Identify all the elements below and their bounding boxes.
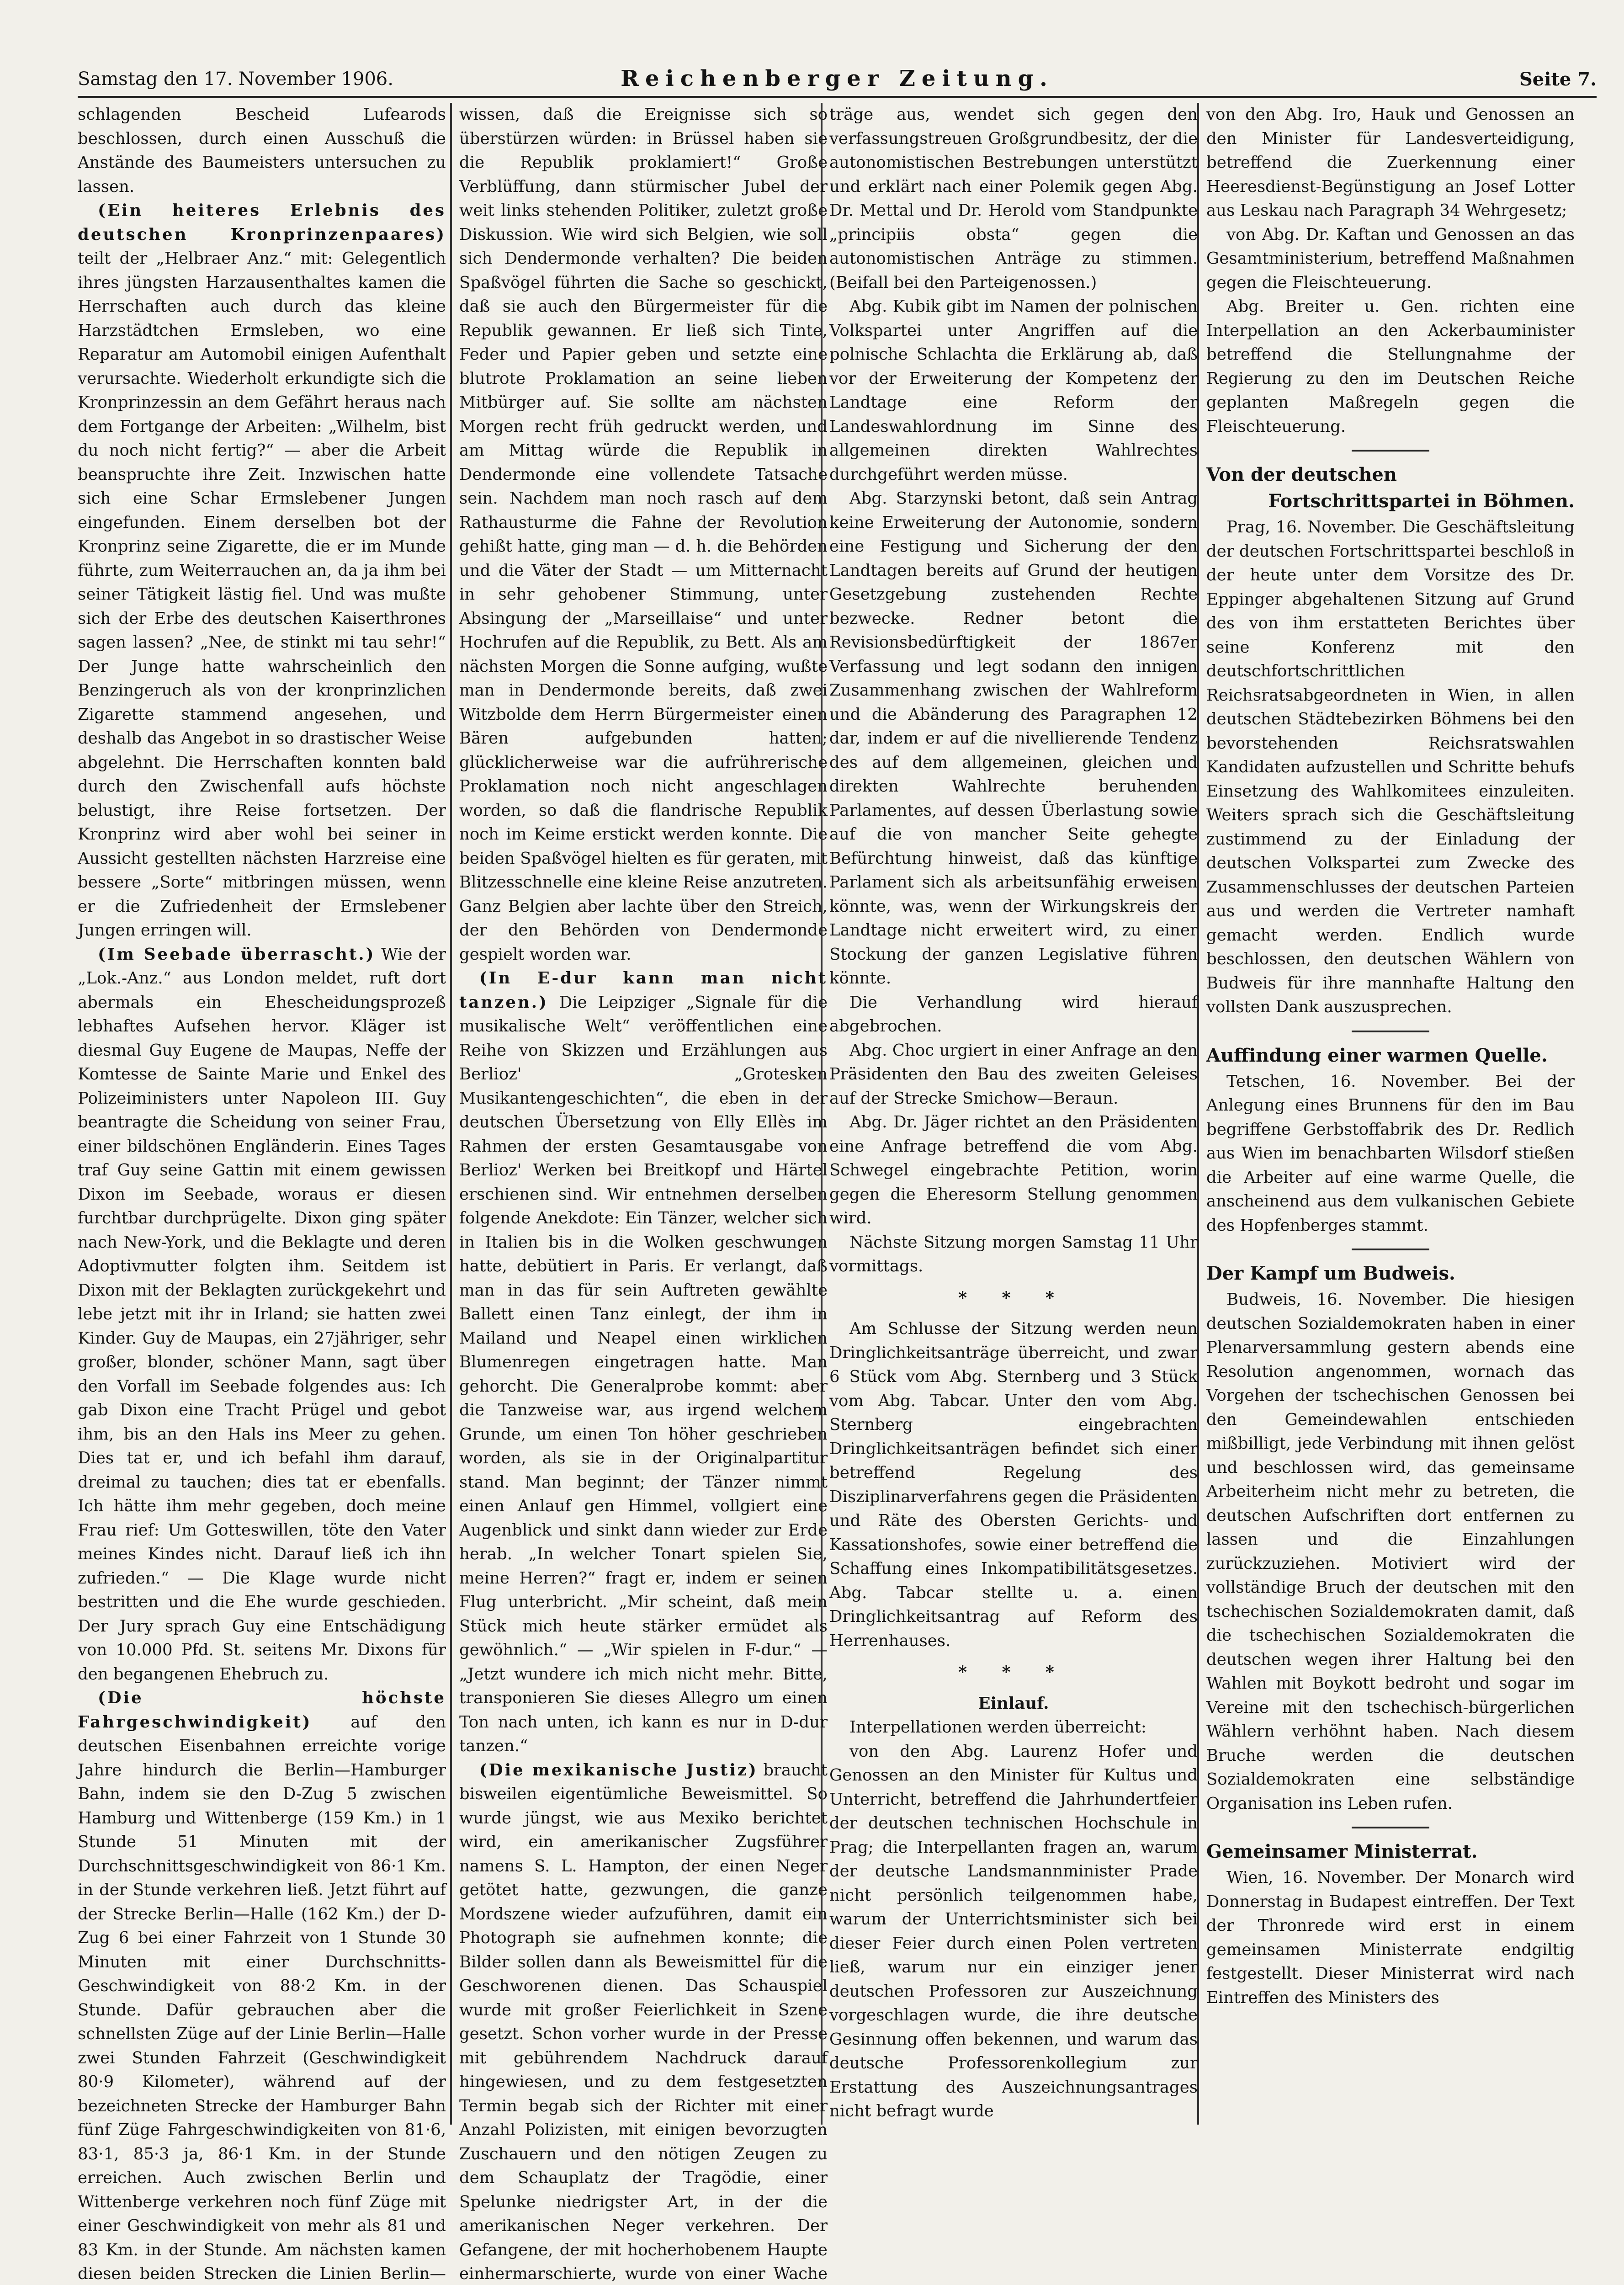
page-number: Seite 7. — [1519, 69, 1597, 90]
article-paragraph: Interpellationen werden überreicht: — [829, 1716, 1198, 1740]
column-4 — [1206, 103, 1575, 2125]
article-paragraph: schlagenden Bescheid Lufearods beschlossen, durch einen Ausschuß die Anstände des Baumeisters untersuchen zu lassen. — [78, 103, 446, 199]
headline: Der Kampf um Budweis. — [1206, 1261, 1575, 1286]
article-paragraph: von den Abg. Iro, Hauk und Genossen an den Minister für Landesverteidigung, betreffend die Zuerkennung einer Heeresdienst-Begünstigung an Josef Lotter aus Leskau nach Paragraph 34 Wehrgesetz; — [1206, 103, 1575, 223]
article-paragraph: Abg. Dr. Jäger richtet an den Präsidenten eine Anfrage betreffend die vom Abg. Schwegel eingebrachte Petition, worin gegen die Eheresorm Stellung genommen wird. — [829, 1111, 1198, 1231]
article-paragraph — [78, 1686, 446, 2285]
headline: Von der deutschen — [1206, 462, 1575, 487]
article-text: teilt der „Helbraer Anz.“ mit: Gelegentlich ihres jüngsten Harzausenthaltes kamen die Herrschaften auch durch das kleine Harzstädtchen Ermsleben, wo eine Reparatur am Automobil einigen Aufenthalt verursachte. Wiederholt erkundigte sich die Kronprinzessin an dem Gefährt heraus nach dem Fortgange der Arbeiten: „Wilhelm, bist du noch nicht fertig?“ — aber die Arbeit beanspruchte ihre Zeit. Inzwischen hatte sich eine Schar Ermslebener Jungen eingefunden. Einem derselben bot der Kronprinz seine Zigarette, die er im Munde führte, zum Weiterrauchen an, da ja ihm bei seiner Tätigkeit lästig fiel. Und was mußte sich der Erbe des deutschen Kaiserthrones sagen lassen? „Nee, de stinkt mi tau sehr!“ Der Junge hatte wahrscheinlich den Benzingeruch als von der kronprinzlichen Zigarette stammend angesehen, und deshalb das Angebot in so drastischer Weise abgelehnt. Die Herrschaften konnten bald durch den Zwischenfall aufs höchste belustigt, ihre Reise fortsetzen. Der Kronprinz wird aber wohl bei seiner in Aussicht gestellten nächsten Harzreise eine bessere „Sorte“ mitbringen müssen, wenn er die Zufriedenheit der Ermslebener Jungen erringen will. — [78, 249, 446, 940]
headline: Gemeinsamer Ministerrat. — [1206, 1839, 1575, 1864]
page-header — [78, 69, 1597, 98]
article-text: Wie der „Lok.-Anz.“ aus London meldet, ruft dort abermals ein Ehescheidungsprozeß lebhaftes Aufsehen hervor. Kläger ist diesmal Guy Eugene de Maupas, Neffe der Komtesse de Sainte Marie und Enkel des Polizeiministers unter Napoleon III. Guy beantragte die Scheidung von seiner Frau, einer bildschönen Engländerin. Eines Tages traf Guy seine Gattin mit einem gewissen Dixon im Seebade, woraus er diesen furchtbar durchprügelte. Dixon ging später nach New-York, und die Beklagte und deren Adoptivmutter folgten ihm. Seitdem ist Dixon mit der Beklagten zurückgekehrt und lebe jetzt mit ihr in Irland; sie hatten zwei Kinder. Guy de Maupas, ein 27jähriger, sehr großer, blonder, schöner Mann, sagt über den Vorfall im Seebade folgendes aus: Ich gab Dixon eine Tracht Prügel und gebot ihm, bis an den Hals ins Meer zu gehen. Dies tat er, und ich befahl ihm darauf, dreimal zu tauchen; dies tat er ebenfalls. Ich hätte ihm mehr gegeben, doch meine Frau rief: Um Gotteswillen, töte den Vater meines Kindes nicht. Darauf ließ ich ihn zufrieden.“ — Die Klage wurde nicht bestritten und die Ehe wurde geschieden. Der Jury sprach Guy eine Entschädigung von 10.000 Pfd. St. seitens Mr. Dixons für den begangenen Ehebruch zu. — [78, 945, 446, 1684]
article-title: (Die mexikanische Justiz) — [479, 1761, 758, 1780]
headline: Fortschrittspartei in Böhmen. — [1206, 489, 1575, 514]
article-paragraph: Wien, 16. November. Der Monarch wird Donnerstag in Budapest eintreffen. Der Text der Thronrede wird erst in einem gemeinsamen Ministerrate endgiltig festgestellt. Dieser Ministerrat wird nach Eintreffen des Ministers des — [1206, 1866, 1575, 2010]
section-divider — [1352, 1249, 1429, 1250]
article-paragraph: Abg. Choc urgiert in einer Anfrage an den Präsidenten den Bau des zweiten Geleises auf der Strecke Smichow—Beraun. — [829, 1039, 1198, 1111]
section-divider — [1352, 1031, 1429, 1032]
article-paragraph: Abg. Starzynski betont, daß sein Antrag keine Erweiterung der Autonomie, sondern eine Festigung und Sicherung der den Landtagen bereits auf Grund der heutigen Gesetzgebung zustehenden Rechte bezwecke. Redner betont die Revisionsbedürftigkeit der 1867er Verfassung und legt sodann den innigen Zusammenhang zwischen der Wahlreform und die Abänderung des Paragraphen 12 dar, indem er auf die nivellierende Tendenz des auf dem allgemeinen, gleichen und direkten Wahlrechte beruhenden Parlamentes, auf dessen Überlastung sowie auf die von mancher Seite gehegte Befürchtung hinweist, daß das künftige Parlament sich als arbeitsunfähig erweisen könnte, was, wenn der Wirkungskreis der Landtage nicht erweitert wird, zu einer Stockung der ganzen Legislative führen könnte. — [829, 487, 1198, 991]
article-paragraph: träge aus, wendet sich gegen den verfassungstreuen Großgrundbesitz, der die autonomistischen Bestrebungen unterstützt und erklärt nach einer Polemik gegen Abg. Dr. Mettal und Dr. Herold vom Standpunkte „principiis obsta“ gegen die autonomistischen Anträge zu stimmen. (Beifall bei den Parteigenossen.) — [829, 103, 1198, 295]
article-paragraph: Am Schlusse der Sitzung werden neun Dringlichkeitsanträge überreicht, und zwar 6 Stück vom Abg. Sternberg und 3 Stück vom Abg. Tabcar. Unter den vom Abg. Sternberg eingebrachten Dringlichkeitsanträgen befindet sich einer betreffend Regelung des Disziplinarverfahrens gegen die Präsidenten und Räte des Obersten Gerichts- und Kassationshofes, sowie einer betreffend die Schaffung eines Inkompatibilitätsgesetzes. Abg. Tabcar stellte u. a. einen Dringlichkeitsantrag auf Reform des Herrenhauses. — [829, 1317, 1198, 1653]
column-2 — [459, 103, 828, 2125]
column-1 — [78, 103, 446, 2125]
subsection-title: Einlauf. — [829, 1692, 1198, 1716]
article-title: (Ein heiteres Erlebnis des deutschen Kronprinzenpaares) — [78, 201, 446, 244]
article-paragraph — [78, 199, 446, 943]
article-paragraph: Tetschen, 16. November. Bei der Anlegung eines Brunnens für den im Bau begriffene Gerbstoffabrik des Dr. Redlich aus Wien im benachbarten Wilsdorf stießen die Arbeiter auf eine warme Quelle, die anscheinend aus dem vulkanischen Gebiete des Hopfenberges stammt. — [1206, 1070, 1575, 1238]
article-paragraph — [78, 943, 446, 1687]
section-stars: * * * — [829, 1286, 1198, 1310]
article-paragraph: wissen, daß die Ereignisse sich so überstürzen würden: in Brüssel haben sie die Republik proklamiert!“ Große Verblüffung, dann stürmischer Jubel der weit links stehenden Politiker, zuletzt große Diskussion. Wie wird sich Belgien, wie soll sich Dendermonde verhalten? Die beiden Spaßvögel führten die Sache so geschickt, daß sie auch den Bürgermeister für die Republik gewannen. Er ließ sich Tinte, Feder und Papier geben und setzte eine blutrote Proklamation an seine lieben Mitbürger auf. Sie sollte am nächsten Morgen recht früh gedruckt werden, und am Mittag würde die Republik in Dendermonde eine vollendete Tatsache sein. Nachdem man noch rasch auf dem Rathausturme die Fahne der Revolution gehißt hatte, ging man — d. h. die Behörden und die Väter der Stadt — um Mitternacht in sehr gehobener Stimmung, unter Absingung der „Marseillaise“ und unter Hochrufen auf die Republik, zu Bett. Als am nächsten Morgen die Sonne aufging, wußte man in Dendermonde bereits, daß zwei Witzbolde dem Herrn Bürgermeister einen Bären aufgebunden hatten; glücklicherweise war die aufrührerische Proklamation noch nicht angeschlagen worden, so daß die flandrische Republik noch im Keime erstickt werden konnte. Die beiden Spaßvögel hielten es für geraten, mit Blitzesschnelle eine kleine Reise anzutreten. Ganz Belgien aber lachte über den Streich, der den Behörden von Dendermonde gespielt worden war. — [459, 103, 828, 967]
article-text: auf den deutschen Eisenbahnen erreichte vorige Jahre hindurch die Berlin—Hamburger Bahn, indem sie den D-Zug 5 zwischen Hamburg und Wittenberge (159 Km.) in 1 Stunde 51 Minuten mit der Durchschnittsgeschwindigkeit von 86·1 Km. in der Stunde verkehren ließ. Jetzt führt auf der Strecke Berlin—Halle (162 Km.) der D-Zug 6 bei einer Fahrzeit von 1 Stunde 30 Minuten mit einer Durchschnitts-Geschwindigkeit von 88·2 Km. in der Stunde. Dafür gebrauchen aber die schnellsten Züge auf der Linie Berlin—Halle zwei Stunden Fahrzeit (Geschwindigkeit 80·9 Kilometer), während auf der bezeichneten Strecke der Hamburger Bahn fünf Züge Fahrgeschwindigkeiten von 81·6, 83·1, 85·3 ja, 86·1 Km. in der Stunde erreichen. Auch zwischen Berlin und Wittenberge verkehren noch fünf Züge mit einer Geschwindigkeit von mehr als 81 und 83 Km. in der Stunde. Am nächsten kamen diesen beiden Strecken die Linien Berlin— — [78, 1713, 446, 2285]
article-title: (In E-dur kann man nicht tanzen.) — [459, 969, 828, 1012]
issue-date: Samstag den 17. November 1906. — [78, 69, 393, 90]
section-stars: * * * — [829, 1660, 1198, 1685]
article-title: (Im Seebade überrascht.) — [98, 945, 375, 964]
article-paragraph: Budweis, 16. November. Die hiesigen deutschen Sozialdemokraten haben in einer Plenarversammlung gestern abends eine Resolution angenommen, wornach das Vorgehen der tschechischen Genossen bei den Gemeindewahlen entschieden mißbilligt, jede Verbindung mit ihnen gelöst und beschlossen wird, das gemeinsame Arbeiterheim nicht mehr zu betreten, die deutschen Aufschriften dort entfernen zu lassen und die Einzahlungen zurückzuziehen. Motiviert wird der vollständige Bruch der deutschen mit den tschechischen Sozialdemokraten damit, daß die tschechischen Sozialdemokraten die deutschen wegen ihrer Haltung bei den Wahlen mit Boykott bedroht und sogar im Vereine mit den tschechisch-bürgerlichen Wählern verhöhnt haben. Nach diesem Bruche werden die deutschen Sozialdemokraten eine selbständige Organisation ins Leben rufen. — [1206, 1288, 1575, 1816]
article-text: Die Leipziger „Signale für die musikalische Welt“ veröffentlichen eine Reihe von Skizzen und Erzählungen aus Berlioz' „Grotesken Musikantengeschichten“, die eben in der deutschen Übersetzung von Elly Ellès im Rahmen der ersten Gesamtausgabe von Berlioz' Werken bei Breitkopf und Härtel erschienen sind. Wir entnehmen derselben folgende Anekdote: Ein Tänzer, welcher sich in Italien bis in die Wolken geschwungen hatte, debütiert in Paris. Er verlangt, daß man in das für sein Auftreten gewählte Ballett einen Tanz einlegt, der ihm in Mailand und Neapel einen wirklichen Blumenregen eingetragen hatte. Man gehorcht. Die Generalprobe kommt: aber die Tanzweise war, aus irgend welchem Grunde, um einen Ton höher geschrieben worden, als sie in der Originalpartitur stand. Man beginnt; der Tänzer nimmt einen Anlauf gen Himmel, vollgiert eine Augenblick und sinkt dann wieder zur Erde herab. „In welcher Tonart spielen Sie, meine Herren?“ fragt er, indem er seinen Flug unterbricht. „Mir scheint, daß mein Stück mich heute stärker ermüdet als gewöhnlich.“ — „Wir spielen in F-dur.“ — „Jetzt wundere ich mich nicht mehr. Bitte, transponieren Sie dieses Allegro um einen Ton nach unten, ich kann es nur in D-dur tanzen.“ — [459, 993, 828, 1756]
masthead: Reichenberger Zeitung. — [78, 66, 1597, 91]
article-paragraph: von Abg. Dr. Kaftan und Genossen an das Gesamtministerium, betreffend Maßnahmen gegen die Fleischteuerung. — [1206, 223, 1575, 295]
article-paragraph: Die Verhandlung wird hierauf abgebrochen. — [829, 991, 1198, 1039]
article-paragraph: Nächste Sitzung morgen Samstag 11 Uhr vormittags. — [829, 1231, 1198, 1279]
column-3 — [829, 103, 1198, 2125]
headline: Auffindung einer warmen Quelle. — [1206, 1043, 1575, 1068]
article-paragraph: Prag, 16. November. Die Geschäftsleitung der deutschen Fortschrittspartei beschloß in der heute unter dem Vorsitze des Dr. Eppinger abgehaltenen Sitzung auf Grund des von ihm erstatteten Berichtes über seine Konferenz mit den deutschfortschrittlichen Reichsratsabgeordneten in Wien, in allen deutschen Städtebezirken Böhmens bei den bevorstehenden Reichsratswahlen Kandidaten aufzustellen und Schritte behufs Einsetzung des Wahlkomitees einzuleiten. Weiters sprach sich die Geschäftsleitung zustimmend zu der Einladung der deutschen Volkspartei zum Zwecke des Zusammenschlusses der deutschen Parteien aus und werden die Vertreter namhaft gemacht werden. Endlich wurde beschlossen, den deutschen Wählern von Budweis für ihre mannhafte Haltung den vollsten Dank auszusprechen. — [1206, 515, 1575, 1020]
article-paragraph — [459, 967, 828, 1759]
article-paragraph: von den Abg. Laurenz Hofer und Genossen an den Minister für Kultus und Unterricht, betreffend die Jahrhundertfeier der deutschen technischen Hochschule in Prag; die Interpellanten fragen an, warum der deutsche Landsmannminister Prade nicht persönlich teilgenommen habe, warum der Unterrichtsminister sich bei dieser Feier durch einen Polen vertreten ließ, warum nur ein einziger jener deutschen Professoren zur Auszeichnung vorgeschlagen wurde, die ihre deutsche Gesinnung offen bekennen, und warum das deutsche Professorenkollegium zur Erstattung des Auszeichnungsantrages nicht befragt wurde — [829, 1740, 1198, 2124]
article-paragraph — [459, 1759, 828, 2285]
column-rule — [450, 103, 452, 2125]
article-paragraph: Abg. Kubik gibt im Namen der polnischen Volkspartei unter Angriffen auf die polnische Schlachta die Erklärung ab, daß vor der Erweiterung der Kompetenz der Landtage eine Reform der Landeswahlordnung im Sinne des allgemeinen direkten Wahlrechtes durchgeführt werden müsse. — [829, 295, 1198, 487]
article-paragraph: Abg. Breiter u. Gen. richten eine Interpellation an den Ackerbauminister betreffend die Stellungnahme der Regierung zu den im Deutschen Reiche geplanten Maßregeln gegen die Fleischteuerung. — [1206, 295, 1575, 439]
article-title: (Die höchste Fahrgeschwindigkeit) — [78, 1689, 446, 1732]
section-divider — [1352, 1827, 1429, 1828]
article-text: braucht bisweilen eigentümliche Beweismittel. So wurde jüngst, wie aus Mexiko berichtet wird, ein amerikanischer Zugsführer namens S. L. Hampton, der einen Neger getötet hatte, gezwungen, die ganze Mordszene wieder aufzuführen, damit ein Photograph sie aufnehmen konnte; die Bilder sollen dann als Beweismittel für die Geschworenen dienen. Das Schauspiel wurde mit großer Feierlichkeit in Szene gesetzt. Schon vorher wurde in der Presse mit gebührendem Nachdruck darauf hingewiesen, und zu dem festgesetzten Termin begab sich der Richter mit einer Anzahl Polizisten, mit einigen bevorzugten Zuschauern und den nötigen Zeugen zu dem Schauplatz der Tragödie, einer Spelunke niedrigster Art, in der die amerikanischen Neger verkehren. Der Gefangene, der mit hocherhobenem Haupte einhermarschierte, wurde von einer Wache — [459, 1761, 828, 2285]
section-divider — [1352, 450, 1429, 452]
